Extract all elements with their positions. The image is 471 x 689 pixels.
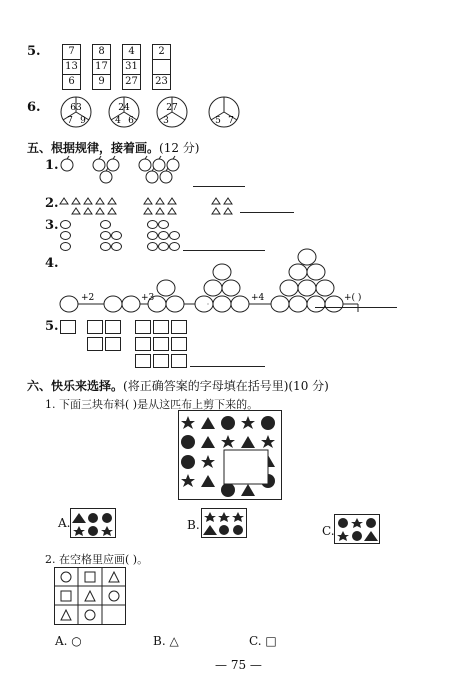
square-shape	[87, 320, 103, 334]
cell	[153, 60, 170, 75]
cell: 17	[93, 60, 110, 75]
apple-groups	[58, 156, 188, 188]
q5-label: 5.	[27, 44, 41, 59]
option-b-answer[interactable]: B. △	[153, 634, 179, 648]
option-a-label[interactable]: A.	[58, 516, 71, 530]
circle-number: 5	[215, 116, 221, 126]
circle-pyramid-sequence	[58, 256, 458, 326]
circle-shape	[111, 242, 122, 251]
cell: 7	[63, 45, 80, 60]
fabric-pattern	[178, 410, 282, 500]
s5-q1-label: 1.	[45, 158, 59, 173]
option-a-answer[interactable]: A. ○	[55, 634, 82, 648]
square-shape	[87, 337, 103, 351]
square-shape	[171, 320, 187, 334]
page-number: — 75 —	[215, 658, 262, 672]
circle-number: 24	[118, 103, 130, 113]
circle-shape	[60, 231, 71, 240]
cell: 27	[125, 76, 138, 87]
circle-shape	[147, 220, 158, 229]
cell: 9	[98, 76, 105, 87]
square-shape	[135, 354, 151, 368]
cell: 31	[123, 60, 140, 75]
q6-label: 6.	[27, 100, 41, 115]
answer-blank[interactable]	[190, 366, 265, 367]
circle-number: 9	[80, 116, 86, 126]
section-title: 五、根据规律，接着画。	[27, 141, 160, 155]
option-c-answer[interactable]: C. □	[249, 634, 277, 648]
s5-q4-label: 4.	[45, 256, 59, 271]
cell: 4	[123, 45, 140, 60]
circle-shape	[158, 220, 169, 229]
square-shape	[135, 320, 151, 334]
circle-number: 4	[115, 116, 121, 126]
section-5-heading	[27, 139, 199, 156]
cell: 23	[155, 76, 168, 87]
cell: 2	[153, 45, 170, 60]
s5-q2-label: 2.	[45, 196, 59, 211]
option-c-label[interactable]: C.	[322, 524, 335, 538]
s5-q3-label: 3.	[45, 218, 59, 233]
answer-blank[interactable]	[183, 250, 265, 251]
circle-number: 6	[128, 116, 134, 126]
circle-shape	[111, 231, 122, 240]
section-points: (12 分)	[159, 141, 200, 155]
step-label: +4	[251, 293, 265, 303]
circle-shape	[169, 231, 180, 240]
s6-q2-text: 2. 在空格里应画( )。	[45, 553, 149, 566]
circle-shape	[169, 242, 180, 251]
section-instruction: (将正确答案的字母填在括号里)(10 分)	[123, 379, 329, 393]
circle-shape	[60, 242, 71, 251]
circle-shape	[158, 231, 169, 240]
cell: 6	[68, 76, 75, 87]
number-column-1	[62, 44, 81, 90]
square-shape	[105, 320, 121, 334]
circle-shape	[100, 242, 111, 251]
answer-blank[interactable]	[193, 186, 245, 187]
circle-number: 63	[70, 103, 82, 113]
answer-blank[interactable]	[315, 307, 397, 308]
answer-blank[interactable]	[240, 212, 294, 213]
circle-shape	[147, 231, 158, 240]
section-title: 六、快乐来选择。	[27, 379, 124, 393]
step-label: +2	[81, 293, 95, 303]
option-b-label[interactable]: B.	[187, 518, 200, 532]
square-shape	[60, 320, 76, 334]
divided-circles	[60, 96, 260, 132]
square-shape	[153, 337, 169, 351]
step-label: +3	[141, 293, 155, 303]
circle-shape	[60, 220, 71, 229]
circle-number: 27	[166, 103, 178, 113]
s5-q5-label: 5.	[45, 319, 59, 334]
square-shape	[153, 354, 169, 368]
number-column-4	[152, 44, 171, 90]
triangle-groups	[58, 196, 298, 216]
s6-q1-text: 1. 下面三块布料( )是从这匹布上剪下来的。	[45, 398, 259, 411]
circle-shape	[100, 231, 111, 240]
square-shape	[171, 354, 187, 368]
section-6-heading	[27, 377, 329, 394]
square-shape	[105, 337, 121, 351]
square-shape	[135, 337, 151, 351]
step-label: +( )	[344, 293, 362, 303]
circle-number: 3	[163, 116, 169, 126]
square-shape	[171, 337, 187, 351]
cell: 8	[93, 45, 110, 60]
circle-shape	[147, 242, 158, 251]
circle-number: 7	[228, 116, 234, 126]
shape-grid	[54, 567, 126, 625]
number-column-2	[92, 44, 111, 90]
option-c-fabric[interactable]	[334, 514, 380, 544]
circle-shape	[158, 242, 169, 251]
option-a-fabric[interactable]	[70, 508, 116, 538]
option-b-fabric[interactable]	[201, 508, 247, 538]
number-column-3	[122, 44, 141, 90]
cell: 13	[63, 60, 80, 75]
circle-number: 7	[67, 116, 73, 126]
circle-shape	[100, 220, 111, 229]
square-shape	[153, 320, 169, 334]
